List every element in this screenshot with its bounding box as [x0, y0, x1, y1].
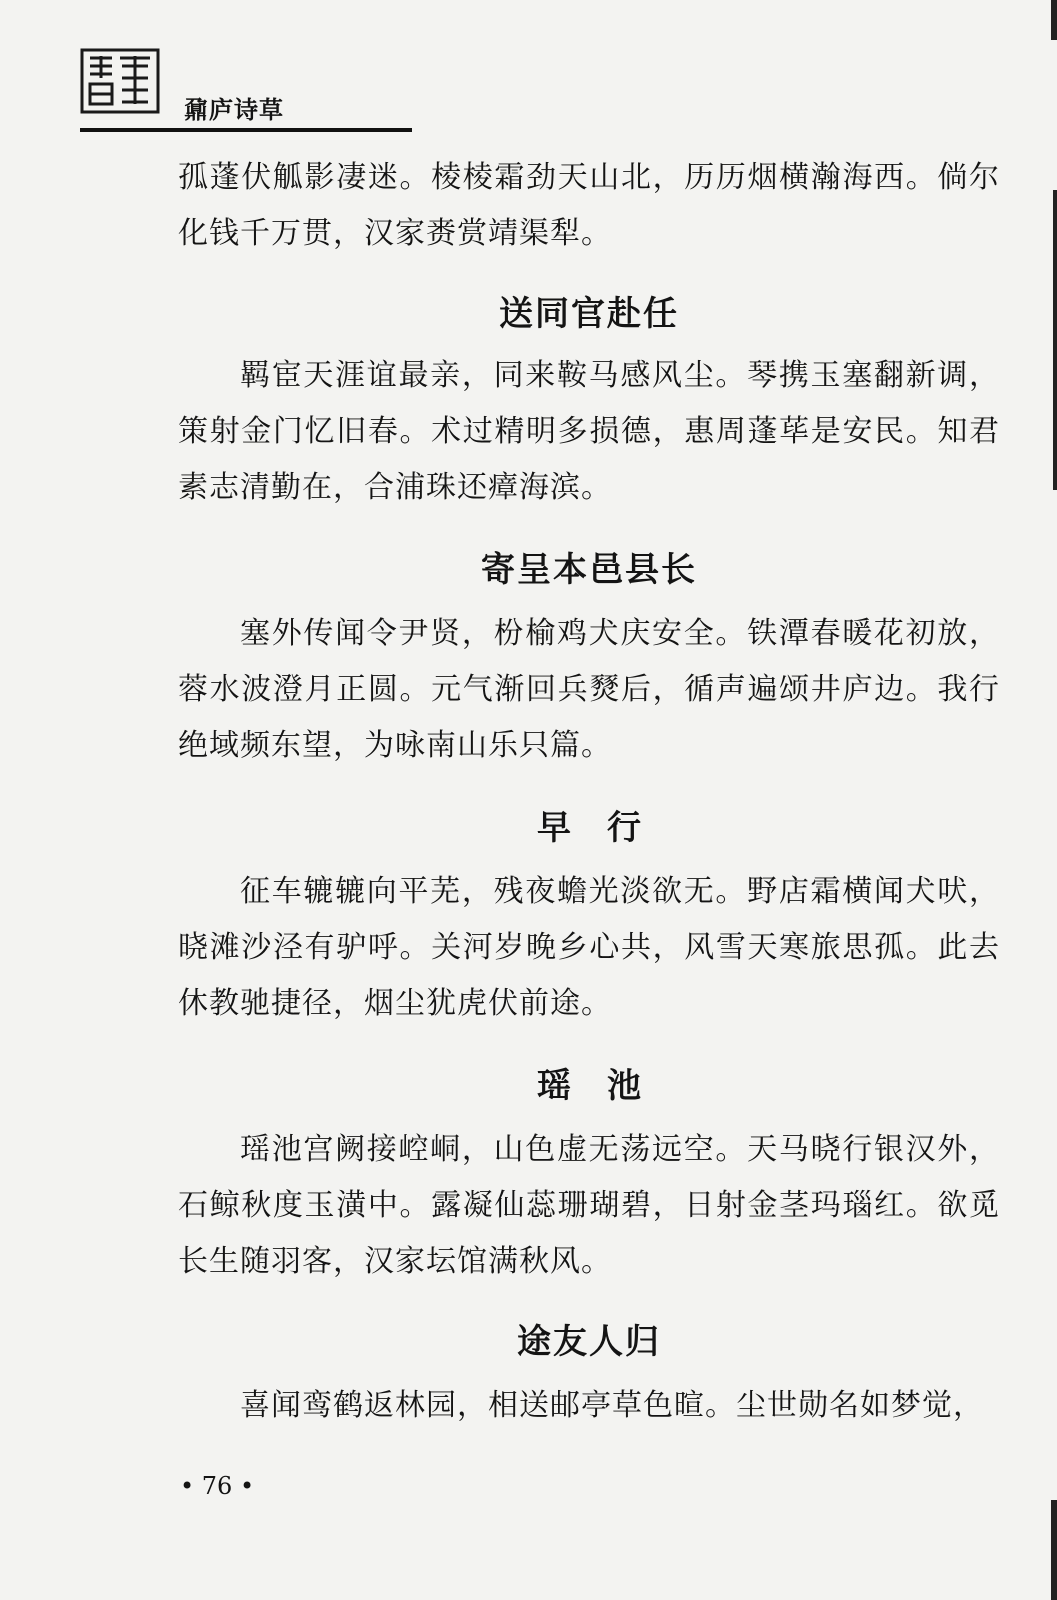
- poem-text: 羁宦天涯谊最亲，同来鞍马感风尘。琴携玉塞翻新调，策射金门忆旧春。术过精明多损德，惠周蓬荜是安民。知君素志清勤在，合浦珠还瘴海滨。: [178, 358, 1000, 505]
- page-number: • 76 •: [180, 1472, 255, 1500]
- scan-edge-mark: [1051, 1500, 1057, 1600]
- poem-title: 瑶池: [537, 1066, 677, 1106]
- book-title: 鼐庐诗草: [184, 96, 284, 124]
- poem-text: 塞外传闻令尹贤，枌榆鸡犬庆安全。铁潭春暖花初放，蓉水波澄月正圆。元气渐回兵燹后，循声遍颂井庐边。我行绝域频东望，为咏南山乐只篇。: [178, 616, 1000, 763]
- scan-edge-mark: [1051, 0, 1057, 40]
- poem-text: 征车辘辘向平芜，残夜蟾光淡欲无。野店霜横闻犬吠，晓滩沙泾有驴呼。关河岁晚乡心共，风雪天寒旅思孤。此去休教驰捷径，烟尘犹虎伏前途。: [178, 874, 1000, 1021]
- poem-title: 途友人归: [517, 1322, 661, 1362]
- poem-text-continued: 孤蓬伏觚影凄迷。棱棱霜劲天山北，历历烟横瀚海西。倘尔化钱千万贯，汉家赉赏靖渠犁。: [178, 160, 1000, 251]
- seal-stamp-logo: [80, 48, 160, 114]
- scan-edge-mark: [1053, 190, 1057, 490]
- poem-text: 瑶池宫阙接崆峒，山色虚无荡远空。天马晓行银汉外，石鲸秋度玉潢中。露凝仙蕊珊瑚碧，日射金茎玛瑙红。欲觅长生随羽客，汉家坛馆满秋风。: [178, 1132, 1000, 1279]
- poem-title: 早行: [537, 808, 677, 848]
- poem-title: 送同官赴任: [499, 294, 679, 334]
- poem-title: 寄呈本邑县长: [481, 550, 697, 590]
- poem-text: 喜闻鸾鹤返林园，相送邮亭草色暄。尘世勋名如梦觉，: [240, 1388, 984, 1423]
- header-rule: [80, 128, 412, 132]
